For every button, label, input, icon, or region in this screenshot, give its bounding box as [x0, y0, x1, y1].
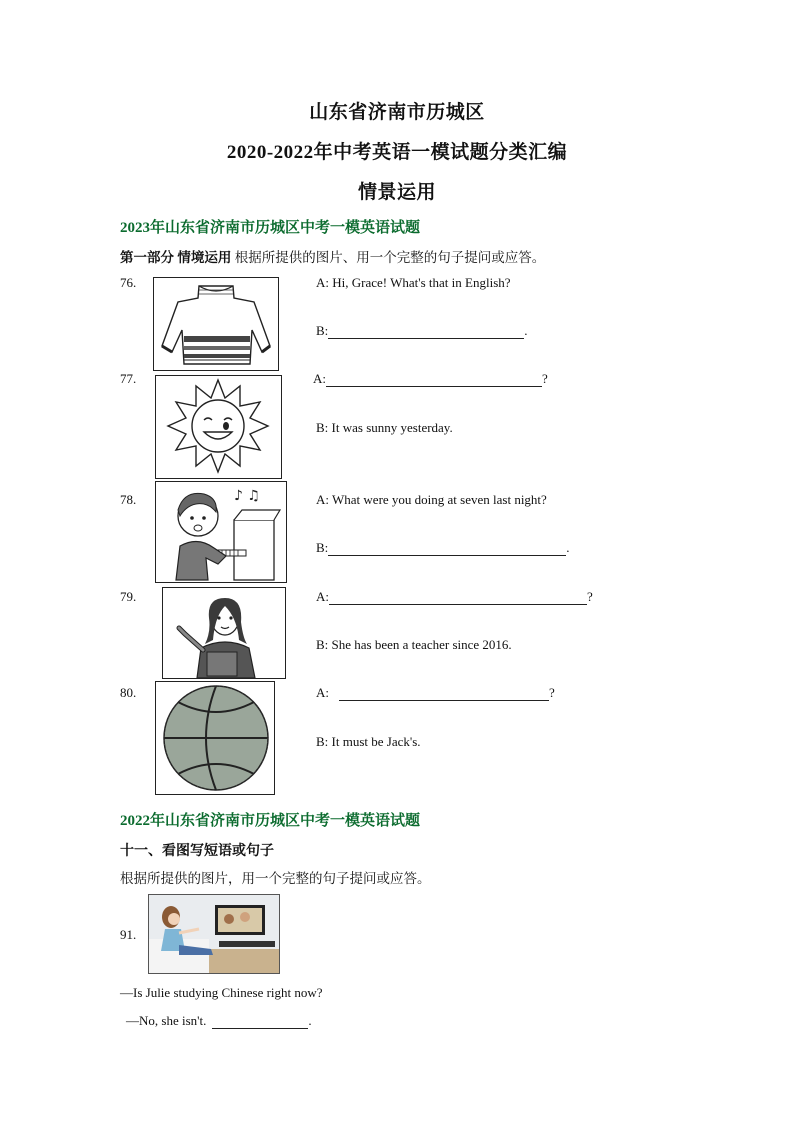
- answer-suffix: ?: [542, 371, 548, 386]
- instruction-2022: 根据所提供的图片，用一个完整的句子提问或应答。: [120, 871, 431, 886]
- question-77-b: B: It was sunny yesterday.: [316, 420, 453, 435]
- teacher-icon: [162, 587, 286, 679]
- part-text: 根据所提供的图片、用一个完整的句子提问或应答。: [234, 250, 546, 265]
- question-91-q: —Is Julie studying Chinese right now?: [120, 985, 323, 1000]
- question-78-number: 78.: [120, 492, 137, 507]
- answer-prefix: —No, she isn't.: [126, 1013, 207, 1028]
- doc-title-line3: 情景运用: [357, 182, 436, 203]
- question-78-a: A: What were you doing at seven last night?: [316, 492, 547, 507]
- doc-title-line1: 山东省济南市历城区: [309, 102, 485, 123]
- svg-text:♪ ♫: ♪ ♫: [234, 488, 260, 504]
- answer-blank-79[interactable]: [329, 590, 587, 605]
- question-91-a: [126, 1013, 312, 1029]
- basketball-icon: [155, 681, 275, 795]
- section-heading-2023: 2023年山东省济南市历城区中考一模英语试题: [120, 220, 421, 236]
- answer-suffix: ?: [549, 685, 555, 700]
- question-79-b: B: She has been a teacher since 2016.: [316, 637, 512, 652]
- question-80-b: B: It must be Jack's.: [316, 734, 421, 749]
- answer-blank-76[interactable]: [328, 324, 524, 339]
- question-79-a: [316, 589, 593, 605]
- answer-blank-77[interactable]: [326, 372, 542, 387]
- question-91-number: 91.: [120, 927, 137, 942]
- question-80-a: [316, 685, 555, 701]
- answer-prefix: A:: [313, 371, 326, 386]
- doc-title-line2: 2020-2022年中考英语一模试题分类汇编: [226, 142, 568, 163]
- question-79-number: 79.: [120, 589, 137, 604]
- answer-suffix: .: [524, 323, 528, 338]
- answer-suffix: .: [308, 1013, 312, 1028]
- answer-blank-78[interactable]: [328, 541, 566, 556]
- question-76-a: A: Hi, Grace! What's that in English?: [316, 275, 511, 290]
- sweater-icon: [153, 277, 279, 371]
- answer-blank-80[interactable]: [339, 686, 549, 701]
- answer-suffix: .: [566, 540, 570, 555]
- answer-prefix: A:: [316, 589, 329, 604]
- answer-prefix: B:: [316, 540, 329, 555]
- part-instruction: [120, 246, 545, 266]
- question-77-number: 77.: [120, 371, 137, 386]
- question-80-number: 80.: [120, 685, 137, 700]
- boy-piano-icon: [155, 481, 287, 583]
- subheading: 十一、看图写短语或句子: [120, 844, 274, 859]
- answer-prefix: B:: [316, 323, 329, 338]
- answer-blank-91[interactable]: [212, 1014, 308, 1029]
- sun-icon: [155, 375, 282, 479]
- section-heading-2022: 2022年山东省济南市历城区中考一模英语试题: [120, 813, 421, 829]
- answer-suffix: ?: [587, 589, 593, 604]
- girl-watching-tv-photo: [148, 894, 280, 974]
- question-77-a: [313, 371, 548, 387]
- question-78-b: [316, 540, 570, 556]
- question-76-b: [316, 323, 528, 339]
- answer-prefix: A:: [316, 685, 329, 700]
- question-76-number: 76.: [120, 275, 137, 290]
- part-label: 第一部分 情境运用: [120, 250, 232, 265]
